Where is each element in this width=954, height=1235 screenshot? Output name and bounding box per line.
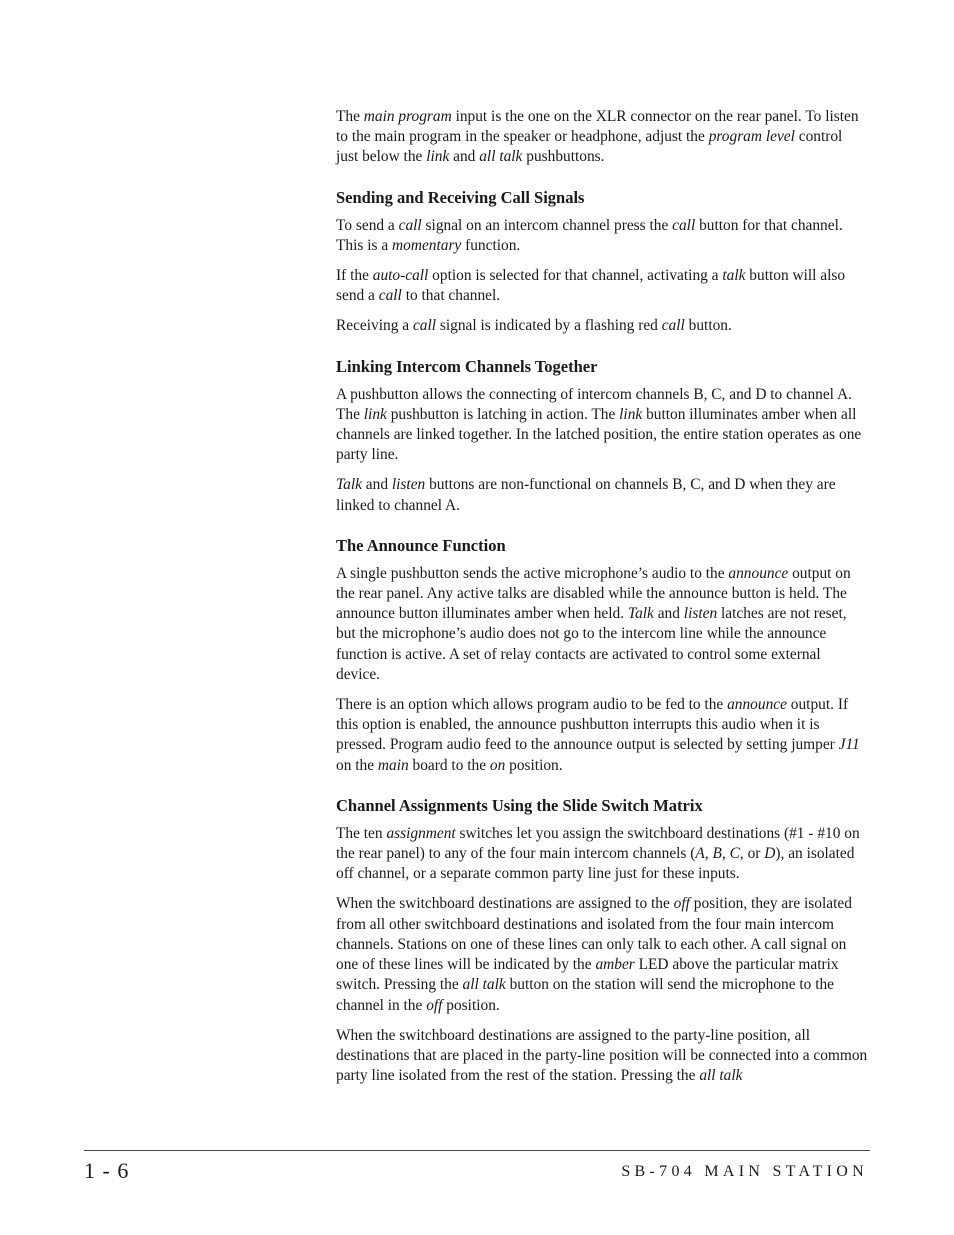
italic-term: call [672, 216, 696, 234]
body-paragraph [336, 1026, 868, 1087]
document-body [336, 107, 868, 1096]
text-run: input is the one on the XLR connector on the rear panel. To listen to the main program in the speaker or headphone, adjust the [336, 108, 859, 146]
text-run: , or [739, 845, 765, 863]
italic-term: momentary [392, 236, 462, 254]
text-run: button. [684, 317, 732, 335]
text-run: The ten [336, 824, 387, 842]
text-run: signal on an intercom channel press the [421, 216, 673, 234]
text-run: When the switchboard destinations are assigned to the [336, 895, 674, 913]
italic-term: call [412, 317, 437, 335]
text-run: A pushbutton allows the connecting of intercom channels B, C, and D to channel A. The [336, 385, 852, 423]
italic-term: link [426, 148, 450, 166]
text-run: signal is indicated by a flashing red [436, 317, 662, 335]
text-run: control just below the [336, 128, 843, 166]
text-run: function. [461, 236, 521, 254]
text-run: The [336, 108, 364, 125]
text-run: on the [336, 756, 378, 774]
text-run: latches are not reset, but the microphone’s audio does not go to the intercom line while the announce function is active. A set of relay contacts are activated to control some external device. [336, 605, 847, 683]
text-run: position. [442, 996, 500, 1014]
italic-term: J11 [838, 736, 860, 754]
running-title: SB-704 MAIN STATION [621, 1163, 868, 1180]
body-paragraph [336, 695, 868, 776]
italic-term: announce [728, 564, 789, 582]
text-run: Receiving a [336, 317, 413, 335]
text-run: and [449, 148, 480, 166]
italic-term: off [426, 996, 443, 1014]
text-run: LED above the particular matrix switch. Pressing the [336, 956, 839, 994]
italic-term: call [378, 287, 402, 305]
italic-term: program level [708, 128, 795, 146]
italic-term: off [673, 895, 690, 913]
text-run: option is selected for that channel, activating a [428, 267, 723, 285]
text-run: buttons are non-functional on channels B, C, and D when they are linked to channel A. [336, 476, 836, 514]
section-heading: Channel Assignments Using the Slide Switch Matrix [336, 795, 703, 815]
text-run: To send a [336, 216, 399, 234]
italic-term: assignment [386, 824, 456, 842]
italic-term: auto-call [372, 267, 429, 285]
text-run: button for that channel. This is a [336, 216, 843, 254]
text-run: If the [336, 267, 373, 285]
italic-term: all talk [462, 976, 506, 994]
text-run: ), an isolated off channel, or a separate common party line just for these inputs. [336, 845, 855, 883]
text-run: There is an option which allows program audio to be fed to the [336, 696, 728, 714]
text-run: button will also send a [336, 267, 846, 305]
footer-rule [84, 1150, 870, 1151]
text-run: output on the rear panel. Any active talks are disabled while the announce button is held. The announce button illuminates amber when held. [336, 564, 851, 623]
text-run: to that channel. [401, 287, 501, 305]
italic-term: link [619, 405, 643, 423]
italic-term: announce [727, 696, 787, 714]
text-run: button illuminates amber when all channels are linked together. In the latched position, the entire station operates as one party line. [336, 405, 862, 464]
body-paragraph [336, 316, 868, 336]
page-number: 1 - 6 [84, 1158, 130, 1183]
text-run: pushbuttons. [522, 148, 605, 166]
italic-term: call [661, 317, 685, 335]
text-run: switches let you assign the switchboard destinations (#1 - #10 on the rear panel) to any of the four main intercom channels ( [336, 824, 860, 863]
italic-term: D [764, 845, 776, 863]
text-run: position. [505, 756, 563, 774]
text-run: pushbutton is latching in action. The [386, 405, 620, 423]
section-heading: Sending and Receiving Call Signals [336, 187, 585, 207]
text-run: position, they are isolated from all other switchboard destinations and isolated from the four main intercom channels. Stations on one of these lines can only talk to each other. A call signal on one of these lines will be indicated by the [336, 895, 852, 974]
italic-term: Talk [336, 476, 362, 494]
italic-term: talk [722, 267, 746, 285]
body-paragraph [336, 266, 868, 306]
italic-term: Talk [627, 605, 654, 623]
section-heading: Linking Intercom Channels Together [336, 356, 598, 376]
italic-term: listen [391, 476, 426, 494]
italic-term: on [489, 756, 506, 774]
text-run: A single pushbutton sends the active microphone’s audio to the [336, 564, 729, 582]
text-run: output. If this option is enabled, the announce pushbutton interrupts this audio when it is pressed. Program audio feed to the announce output is selected by setting jumper [336, 696, 849, 754]
body-paragraph [336, 216, 868, 256]
text-run: button on the station will send the microphone to the channel in the [336, 976, 835, 1014]
text-run: When the switchboard destinations are assigned to the party-line position, all destinations that are placed in the party-line position will be connected into a common party line isolated from the rest of the station. Pressing the [336, 1026, 868, 1085]
body-paragraph [336, 107, 868, 168]
text-run: and [653, 605, 684, 623]
italic-term: amber [595, 956, 635, 974]
italic-term: all talk [699, 1067, 743, 1085]
text-run: board to the [408, 756, 490, 774]
section-heading: The Announce Function [336, 535, 506, 555]
text-run: and [361, 476, 392, 494]
italic-term: listen [683, 605, 718, 623]
body-paragraph [336, 824, 868, 885]
body-paragraph [336, 385, 868, 466]
italic-term: call [398, 216, 422, 234]
italic-term: link [363, 405, 387, 423]
italic-term: main [377, 756, 409, 774]
body-paragraph [336, 564, 868, 685]
italic-term: all talk [479, 148, 523, 166]
body-paragraph [336, 475, 868, 515]
body-paragraph [336, 894, 868, 1015]
italic-term: main program [363, 108, 452, 125]
italic-term: A, B, C [695, 845, 740, 863]
